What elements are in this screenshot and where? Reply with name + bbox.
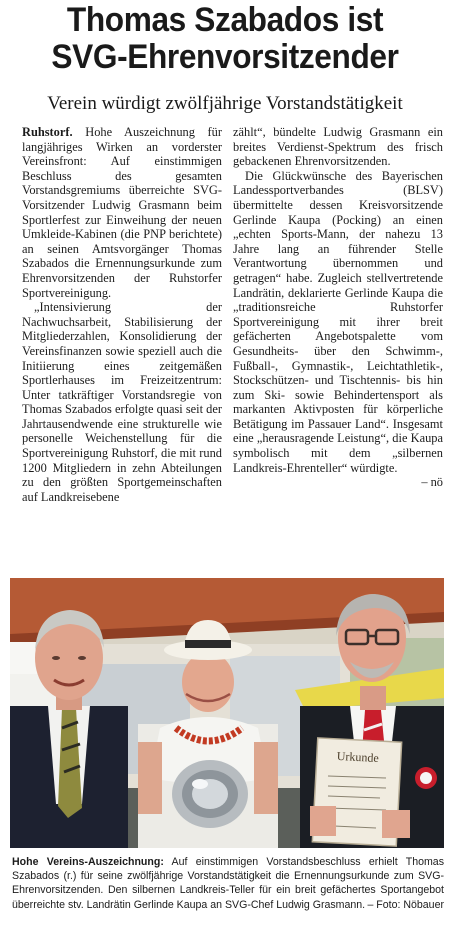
paragraph-1-text: Hohe Auszeichnung für langjähriges Wirken an vorderster Vereinsfront: Auf einstimmigen Beschluss des gesamten Vorstandsgremiums überreichte SVG-Vorsitzender Ludwig Grasmann beim Sportlerfest zur Einweihung der neuen Umkleide-Kabinen (die PNP berichtete) an seinen Amtsvorgänger Thomas Szabados die Ernennungsurkunde zum Ehrenvorsitzenden der Ruhstorfer Sportvereinigung. [22, 125, 222, 300]
caption-text: Auf einstimmigen Vorstandsbeschluss erhielt Thomas Szabados (r.) für seine zwölfjährige Vorstandstätigkeit die Ernennungsurkunde zum SVG-Ehrenvorsitzenden. Den silbernen Landkreis-Teller für ein breit gefächertes Sportangebot überreichte stv. Landrätin Gerlinde Kaupa an SVG-Chef Ludwig Grasmann. [12, 856, 444, 911]
dateline: Ruhstorf. [22, 125, 73, 139]
photo-caption [12, 855, 444, 912]
paragraph-3: zählt“, bündelte Ludwig Grasmann ein breites Verdienst-Spektrum des frisch gebackenen Ehrenvorsitzenden. [233, 125, 443, 169]
author-signoff: – nö [421, 475, 443, 490]
article-subheadline: Verein würdigt zwölfjährige Vorstandstätigkeit [47, 93, 403, 114]
headline-line-1: Thomas Szabados ist [66, 1, 384, 39]
article-photo [10, 578, 444, 848]
paragraph-2: „Intensivierung der Nachwuchsarbeit, Stabilisierung der Mitgliederzahlen, Konsolidierung der Vereinsfinanzen sowie speziell auch die Initiierung eines zeitgemäßen Sportlerhauses im Freizeitzentrum: Unter tatkräftiger Vorstandsregie von Thomas Szabados erfolgte quasi seit der Jahrtausendwende eine strukturelle wie personelle Weichenstellung für die Sportvereinigung Ruhstorf, die mit rund 1200 Mitgliedern in zehn Abteilungen zu den größten Sportgemeinschaften auf Landkreisebene [22, 300, 222, 504]
article-column-left [22, 125, 222, 504]
caption-lead: Hohe Vereins-Auszeichnung: [12, 856, 164, 868]
headline-line-2: SVG-Ehrenvorsitzender [51, 38, 399, 76]
paragraph-1 [22, 125, 222, 300]
paragraph-4: Die Glückwünsche des Bayerischen Landessportverbandes (BLSV) übermittelte dessen Kreisvorsitzende Gerlinde Kaupa (Pocking) an einen „echten Sports-Mann, der nahezu 13 Jahre lang an führender Stelle Verantwortung übernommen und getragen“ habe. Zugleich stellvertretende Landrätin, deklarierte Gerlinde Kaupa die „traditionsreiche Ruhstorfer Sportvereinigung mit ihrer breit gefächerten Angebotspalette vom Gesundheits- über den Schwimm-, Fußball-, Gymnastik-, Leichtathletik-, Stockschützen- und Tischtennis- bis hin zum Ski- sowie Behindertensport als markanten Aktivposten für körperliche Betätigung im Passauer Land“. Insgesamt eine „herausragende Leistung“, die Kaupa symbolisch mit dem „silbernen Landkreis-Ehrenteller“ würdigte. [233, 168, 443, 475]
photo-illustration [10, 578, 444, 848]
article-headline [16, 2, 435, 76]
certificate-title: Urkunde [336, 748, 380, 766]
photo-credit: – Foto: Nöbauer [367, 898, 444, 911]
article-column-right [233, 125, 443, 490]
